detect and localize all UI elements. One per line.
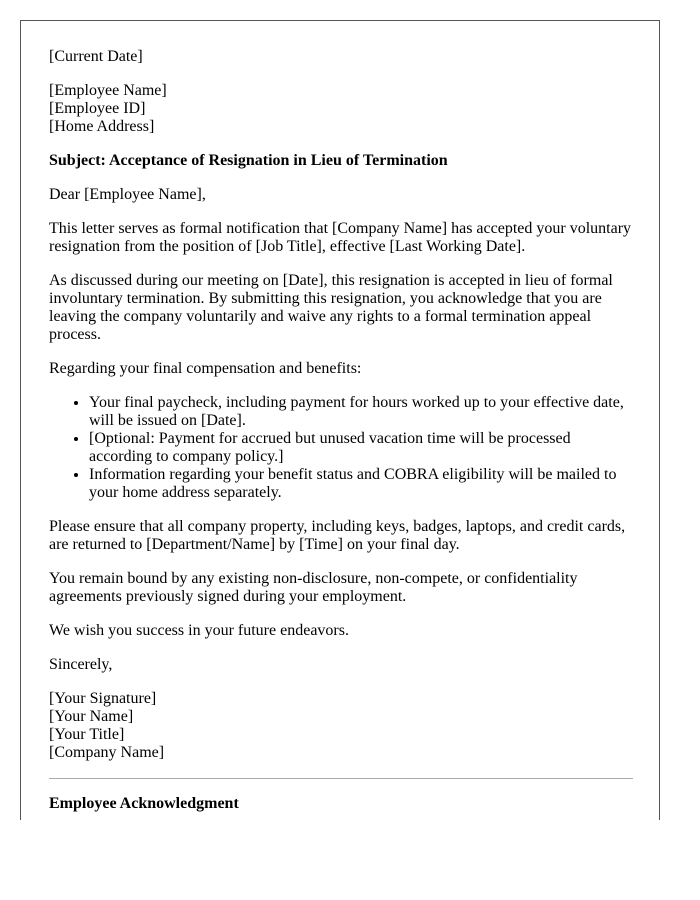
paragraph-agreements: You remain bound by any existing non-disclosure, non-compete, or confidentiality agreements previously signed during your employment. (49, 570, 578, 605)
recipient-block (49, 82, 633, 136)
paragraph-compensation-intro: Regarding your final compensation and benefits: (49, 360, 362, 377)
signature-block (49, 690, 633, 762)
paragraph-company-property: Please ensure that all company property, including keys, badges, laptops, and credit cards, are returned to [Department/Name] by [Time] on your final day. (49, 518, 626, 553)
letter-page (20, 20, 660, 820)
letter-subject: Subject: Acceptance of Resignation in Lieu of Termination (49, 152, 448, 169)
paragraph-lieu-of-termination: As discussed during our meeting on [Date], this resignation is accepted in lieu of formal involuntary termination. By submitting this resignation, you acknowledge that you are leaving the company voluntarily and waive any rights to a formal termination appeal process. (49, 272, 613, 343)
section-divider (49, 778, 633, 779)
paragraph-well-wishes: We wish you success in your future endeavors. (49, 622, 349, 639)
signature-line: [Your Signature] (49, 690, 157, 707)
signer-name: [Your Name] (49, 708, 134, 725)
recipient-name: [Employee Name] (49, 82, 167, 99)
signer-title: [Your Title] (49, 726, 125, 743)
list-item: • [Optional: Payment for accrued but unused vacation time will be processed according to company policy.] (89, 430, 633, 466)
signer-company: [Company Name] (49, 744, 165, 761)
compensation-list (49, 394, 633, 502)
letter-date: [Current Date] (49, 48, 143, 65)
list-item: • Information regarding your benefit status and COBRA eligibility will be mailed to your home address separately. (89, 466, 633, 502)
list-item: • Your final paycheck, including payment for hours worked up to your effective date, will be issued on [Date]. (89, 394, 633, 430)
recipient-id: [Employee ID] (49, 100, 146, 117)
acknowledgment-heading: Employee Acknowledgment (49, 795, 239, 812)
paragraph-notification: This letter serves as formal notification that [Company Name] has accepted your voluntary resignation from the position of [Job Title], effective [Last Working Date]. (49, 220, 632, 255)
recipient-address: [Home Address] (49, 118, 155, 135)
letter-content (49, 48, 633, 820)
closing: Sincerely, (49, 656, 113, 673)
salutation: Dear [Employee Name], (49, 186, 206, 203)
